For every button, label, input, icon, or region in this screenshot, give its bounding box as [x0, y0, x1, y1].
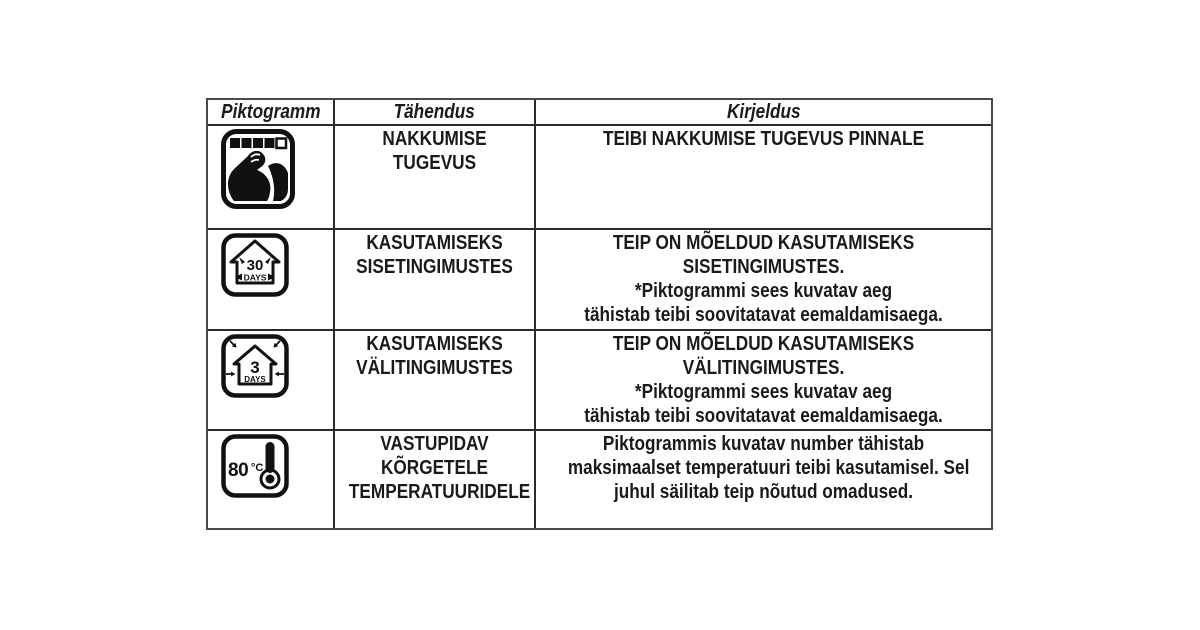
description-line: TEIBI NAKKUMISE TUGEVUS PINNALE	[602, 128, 925, 150]
pictogram-cell	[208, 431, 335, 528]
description-line: tähistab teibi soovitatavat eemaldamisaega.	[584, 304, 943, 326]
description-line: *Piktogrammi sees kuvatav aeg	[634, 280, 893, 302]
description-cell	[536, 230, 991, 331]
description-line: juhul säilitab teip nõutud omadused.	[613, 481, 914, 503]
icon-number-label: 30	[246, 257, 264, 274]
meaning-cell	[335, 331, 536, 431]
pictogram-table	[206, 98, 993, 530]
description-line: SISETINGIMUSTES.	[682, 256, 845, 278]
icon-unit-label: DAYS	[243, 272, 267, 283]
description-cell	[536, 126, 991, 230]
description-line: tähistab teibi soovitatavat eemaldamisaega.	[584, 405, 943, 427]
meaning-line: TEMPERATUURIDELE	[348, 481, 531, 503]
house-indoor-30-days-icon	[221, 233, 289, 297]
meaning-cell	[335, 230, 536, 331]
pictogram-cell	[208, 126, 335, 230]
meaning-cell	[335, 126, 536, 230]
meaning-cell	[335, 431, 536, 528]
description-line: *Piktogrammi sees kuvatav aeg	[634, 381, 893, 403]
flexed-arm-adhesion-strength-icon	[221, 129, 295, 209]
icon-number-label: 80	[228, 460, 249, 481]
header-label-piktogramm: Piktogramm	[220, 100, 321, 123]
description-line: Piktogrammis kuvatav number tähistab	[602, 433, 925, 455]
description-cell	[536, 431, 991, 528]
meaning-line: KASUTAMISEKS	[366, 333, 503, 355]
header-cell-piktogramm	[208, 100, 335, 126]
header-cell-tahendus	[335, 100, 536, 126]
meaning-line: SISETINGIMUSTES	[356, 256, 513, 278]
description-line: maksimaalset temperatuuri teibi kasutamisel. Sel	[567, 457, 970, 479]
meaning-line: NAKKUMISE	[382, 128, 487, 150]
description-line: TEIP ON MÕELDUD KASUTAMISEKS	[612, 333, 915, 355]
meaning-line: KASUTAMISEKS	[366, 232, 503, 254]
header-label-tahendus: Tähendus	[393, 100, 476, 123]
description-line: VÄLITINGIMUSTES.	[682, 357, 845, 379]
house-outdoor-3-days-icon	[221, 334, 289, 398]
description-cell	[536, 331, 991, 431]
pictogram-cell	[208, 230, 335, 331]
icon-number-label: 3	[250, 358, 260, 377]
thermometer-high-temperature-icon	[221, 434, 289, 498]
meaning-line: TUGEVUS	[392, 152, 477, 174]
header-cell-kirjeldus	[536, 100, 991, 126]
meaning-line: KÕRGETELE	[380, 457, 489, 479]
meaning-line: VASTUPIDAV	[380, 433, 489, 455]
description-line: TEIP ON MÕELDUD KASUTAMISEKS	[612, 232, 915, 254]
icon-unit-label: °C	[251, 462, 264, 474]
meaning-line: VÄLITINGIMUSTES	[356, 357, 513, 379]
pictogram-cell	[208, 331, 335, 431]
icon-unit-label: DAYS	[244, 375, 266, 384]
header-label-kirjeldus: Kirjeldus	[726, 100, 801, 123]
